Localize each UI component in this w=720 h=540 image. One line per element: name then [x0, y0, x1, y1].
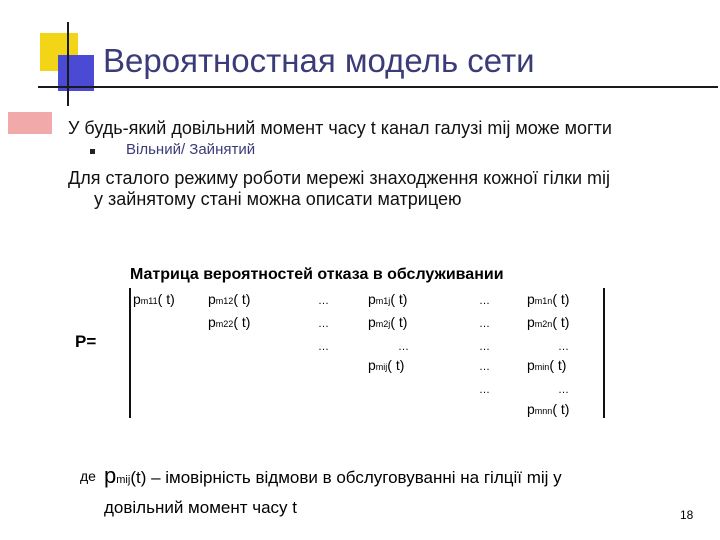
matrix-dots: …	[479, 318, 491, 330]
matrix-cell-mij: pmij( t)	[368, 357, 405, 373]
matrix-title: Матрица вероятностей отказа в обслуживании	[130, 266, 504, 283]
matrix-cell-m1n: pm1n( t)	[527, 291, 570, 307]
matrix-left-bar	[129, 288, 131, 418]
matrix-cell-m1j: pm1j( t)	[368, 291, 408, 307]
matrix-dots: …	[558, 384, 570, 396]
matrix-cell-m12: pm12( t)	[208, 291, 251, 307]
footer-definition: pmij(t) – імовірність відмови в обслуговуванні на гілції mij у довільний момент часу t	[104, 463, 562, 517]
paragraph-steady-state-line2: у зайнятому стані можна описати матрицею	[94, 189, 462, 209]
matrix-dots: …	[558, 341, 570, 353]
matrix-dots: …	[479, 384, 491, 396]
bullet-square-icon	[90, 149, 95, 154]
matrix-cell-mnn: pmnn( t)	[527, 401, 570, 417]
bullet-free-busy: Вільний/ Зайнятий	[126, 141, 256, 158]
paragraph-channel-state: У будь-який довільний момент часу t канал галузі mij може могти	[68, 118, 612, 138]
title-underline	[38, 86, 718, 88]
matrix-cell-m2n: pm2n( t)	[527, 314, 570, 330]
matrix-dots: …	[479, 341, 491, 353]
matrix-right-bar	[603, 288, 605, 418]
matrix-cell-m2j: pm2j( t)	[368, 314, 408, 330]
logo-vertical-line	[67, 22, 69, 106]
matrix-dots: …	[318, 341, 330, 353]
matrix-label: P=	[75, 332, 97, 351]
matrix-cell-m11: pm11( t)	[133, 291, 175, 307]
footer-de-label: де	[80, 468, 96, 484]
matrix-cell-m22: pm22( t)	[208, 314, 251, 330]
logo-square-red	[8, 112, 52, 134]
matrix-cell-min: pmin( t)	[527, 357, 567, 373]
matrix-dots: …	[398, 341, 410, 353]
matrix-dots: …	[479, 361, 491, 373]
matrix-dots: …	[318, 295, 330, 307]
paragraph-steady-state	[68, 168, 688, 210]
slide-title: Вероятностная модель сети	[103, 42, 535, 79]
matrix-dots: …	[479, 295, 491, 307]
page-number: 18	[680, 508, 694, 522]
paragraph-steady-state-line1: Для сталого режиму роботи мережі знаходження кожної гілки mij	[68, 168, 611, 188]
matrix-dots: …	[318, 318, 330, 330]
